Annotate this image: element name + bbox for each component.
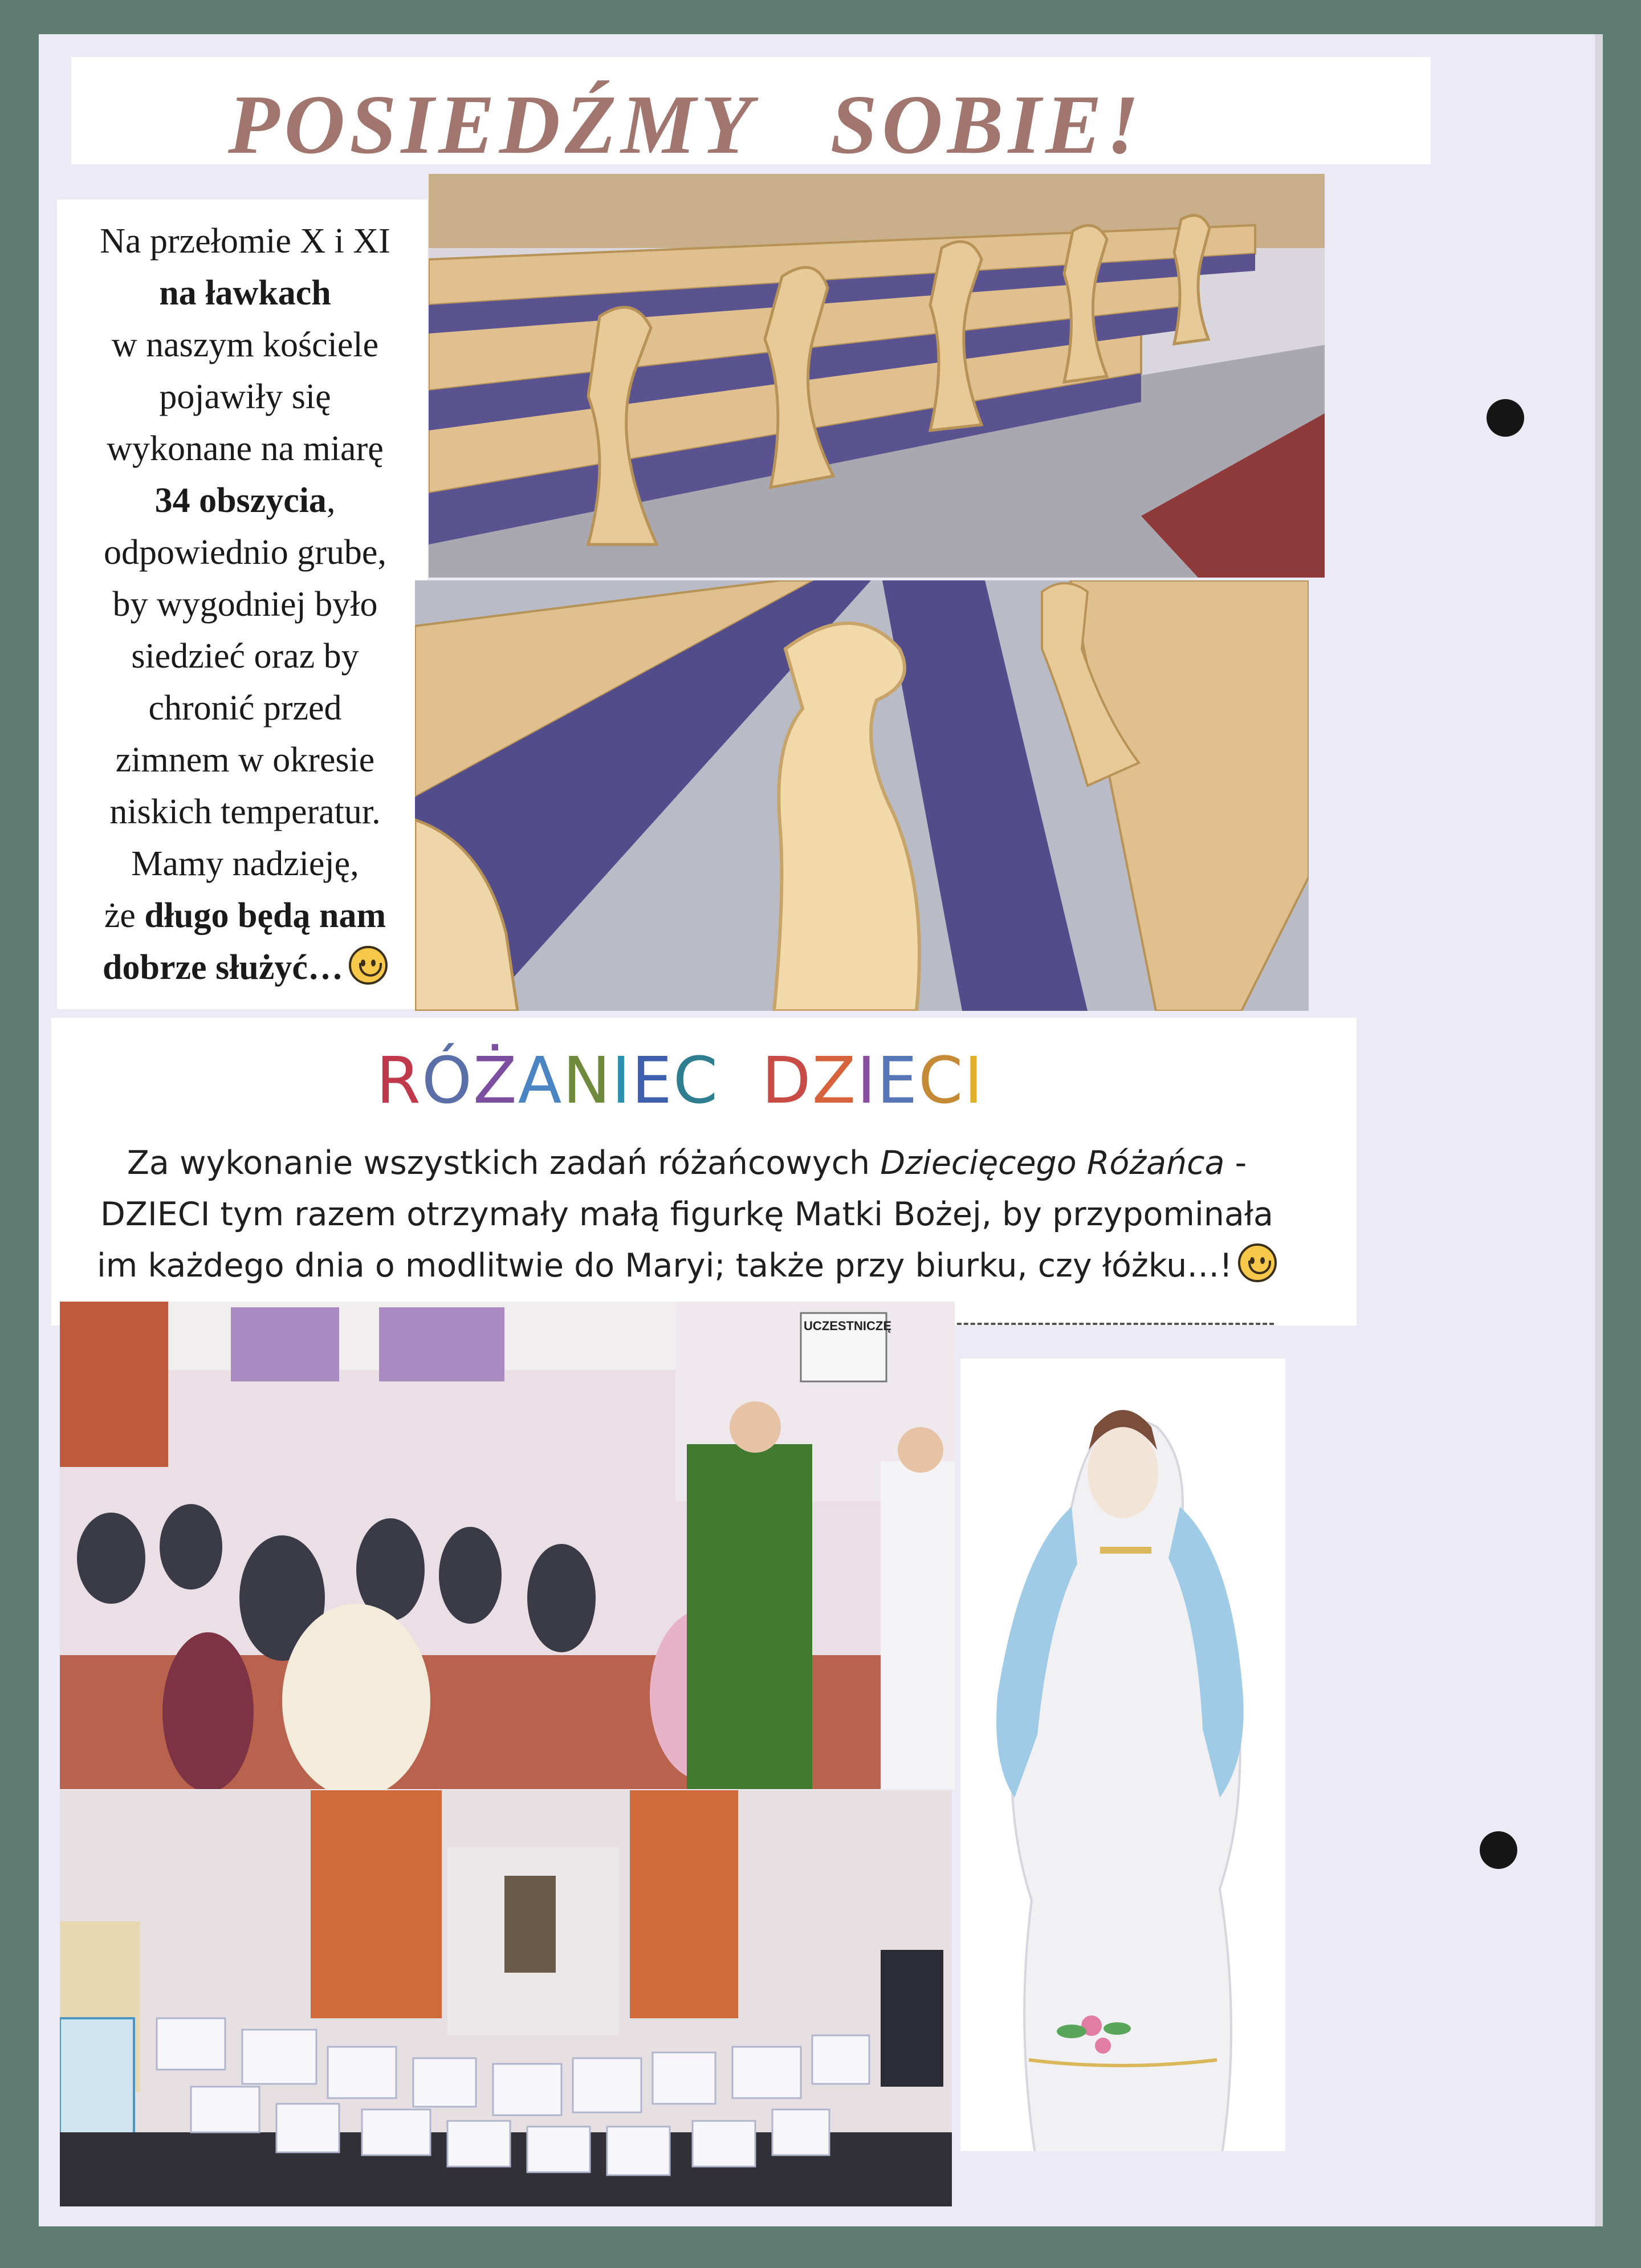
lead-line <box>63 942 427 994</box>
lead-line <box>63 890 427 942</box>
lead-line-text: by wygodniej było <box>112 585 378 624</box>
title-letter: A <box>518 1044 563 1118</box>
pews-photo-1 <box>429 174 1325 578</box>
punch-hole <box>1487 399 1524 437</box>
lead-line <box>63 786 427 838</box>
paragraph-text: DZIECI tym razem otrzymały małą figurkę Matki Bożej, by przypominała <box>100 1196 1273 1233</box>
lead-line-text: Mamy nadzieję, <box>131 844 359 883</box>
lead-line-text: chronić przed <box>148 689 342 727</box>
smiley-emoji-icon <box>349 946 388 985</box>
title-letter: I <box>612 1044 632 1118</box>
lead-line-text: w naszym kościele <box>111 326 379 364</box>
section2-title <box>376 1044 1003 1118</box>
lead-line-text: na ławkach <box>159 274 331 312</box>
title-letter: C <box>918 1044 964 1118</box>
lead-line-text: niskich temperatur. <box>109 792 381 831</box>
title-letter <box>719 1044 762 1118</box>
pews-photo-2 <box>415 580 1309 1011</box>
lead-line <box>63 631 427 682</box>
title-letter: Z <box>812 1044 857 1118</box>
lead-line <box>63 216 427 267</box>
lead-line <box>63 682 427 734</box>
sheet-edge <box>1595 34 1603 2226</box>
lead-line <box>63 423 427 475</box>
lead-line <box>63 579 427 631</box>
punch-hole <box>1480 1831 1517 1869</box>
section1-text <box>63 216 427 994</box>
dashed-divider <box>943 1323 1274 1325</box>
title-letter: E <box>632 1044 673 1118</box>
lead-line-prefix: że <box>104 896 145 935</box>
lead-line <box>63 527 427 579</box>
paragraph-text: im każdego dnia o modlitwie do Maryi; także przy biurku, czy łóżku…! <box>96 1247 1233 1285</box>
lead-line-text: zimnem w okresie <box>115 741 375 779</box>
smiley-emoji-icon <box>1238 1243 1277 1282</box>
lead-line-text: wykonane na miarę <box>107 429 384 468</box>
paragraph-text: - <box>1224 1144 1247 1182</box>
blessing-photo <box>60 1302 955 1789</box>
title-letter: N <box>563 1044 612 1118</box>
lead-line-text: pojawiły się <box>159 377 331 416</box>
paragraph-line <box>60 1137 1314 1189</box>
lead-line <box>63 838 427 890</box>
lead-line <box>63 475 427 527</box>
title-letter: Ó <box>421 1044 473 1118</box>
title-letter: I <box>857 1044 877 1118</box>
title-letter: C <box>673 1044 719 1118</box>
madonna-figurine-photo <box>960 1359 1285 2151</box>
paragraph-line <box>60 1240 1314 1291</box>
title-letter: E <box>877 1044 919 1118</box>
group-photo <box>60 1790 952 2206</box>
lead-line <box>63 267 427 319</box>
section1-title: POSIEDŹMY SOBIE! <box>228 78 1144 172</box>
paragraph-line <box>60 1189 1314 1240</box>
lead-line-text: odpowiednio grube, <box>104 533 386 572</box>
title-letter: I <box>964 1044 984 1118</box>
lead-line-text: długo będą nam <box>144 896 386 935</box>
banner-sign-text: UCZESTNICZĘ <box>804 1319 891 1333</box>
lead-line-text: siedzieć oraz by <box>131 637 359 676</box>
lead-line-text: dobrze służyć… <box>103 948 343 987</box>
lead-line <box>63 371 427 423</box>
lead-line-text: Na przełomie X i XI <box>100 222 390 261</box>
lead-line <box>63 319 427 371</box>
lead-line-text: 34 obszycia <box>154 481 327 520</box>
lead-line <box>63 734 427 786</box>
title-letter: R <box>376 1044 422 1118</box>
title-letter: D <box>762 1044 812 1118</box>
lead-line-suffix: , <box>326 481 336 520</box>
section2-paragraph <box>60 1137 1314 1291</box>
paragraph-text: Za wykonanie wszystkich zadań różańcowych <box>127 1144 881 1182</box>
title-letter: Ż <box>473 1044 518 1118</box>
paragraph-italic-text: Dziecięcego Różańca <box>880 1144 1225 1182</box>
